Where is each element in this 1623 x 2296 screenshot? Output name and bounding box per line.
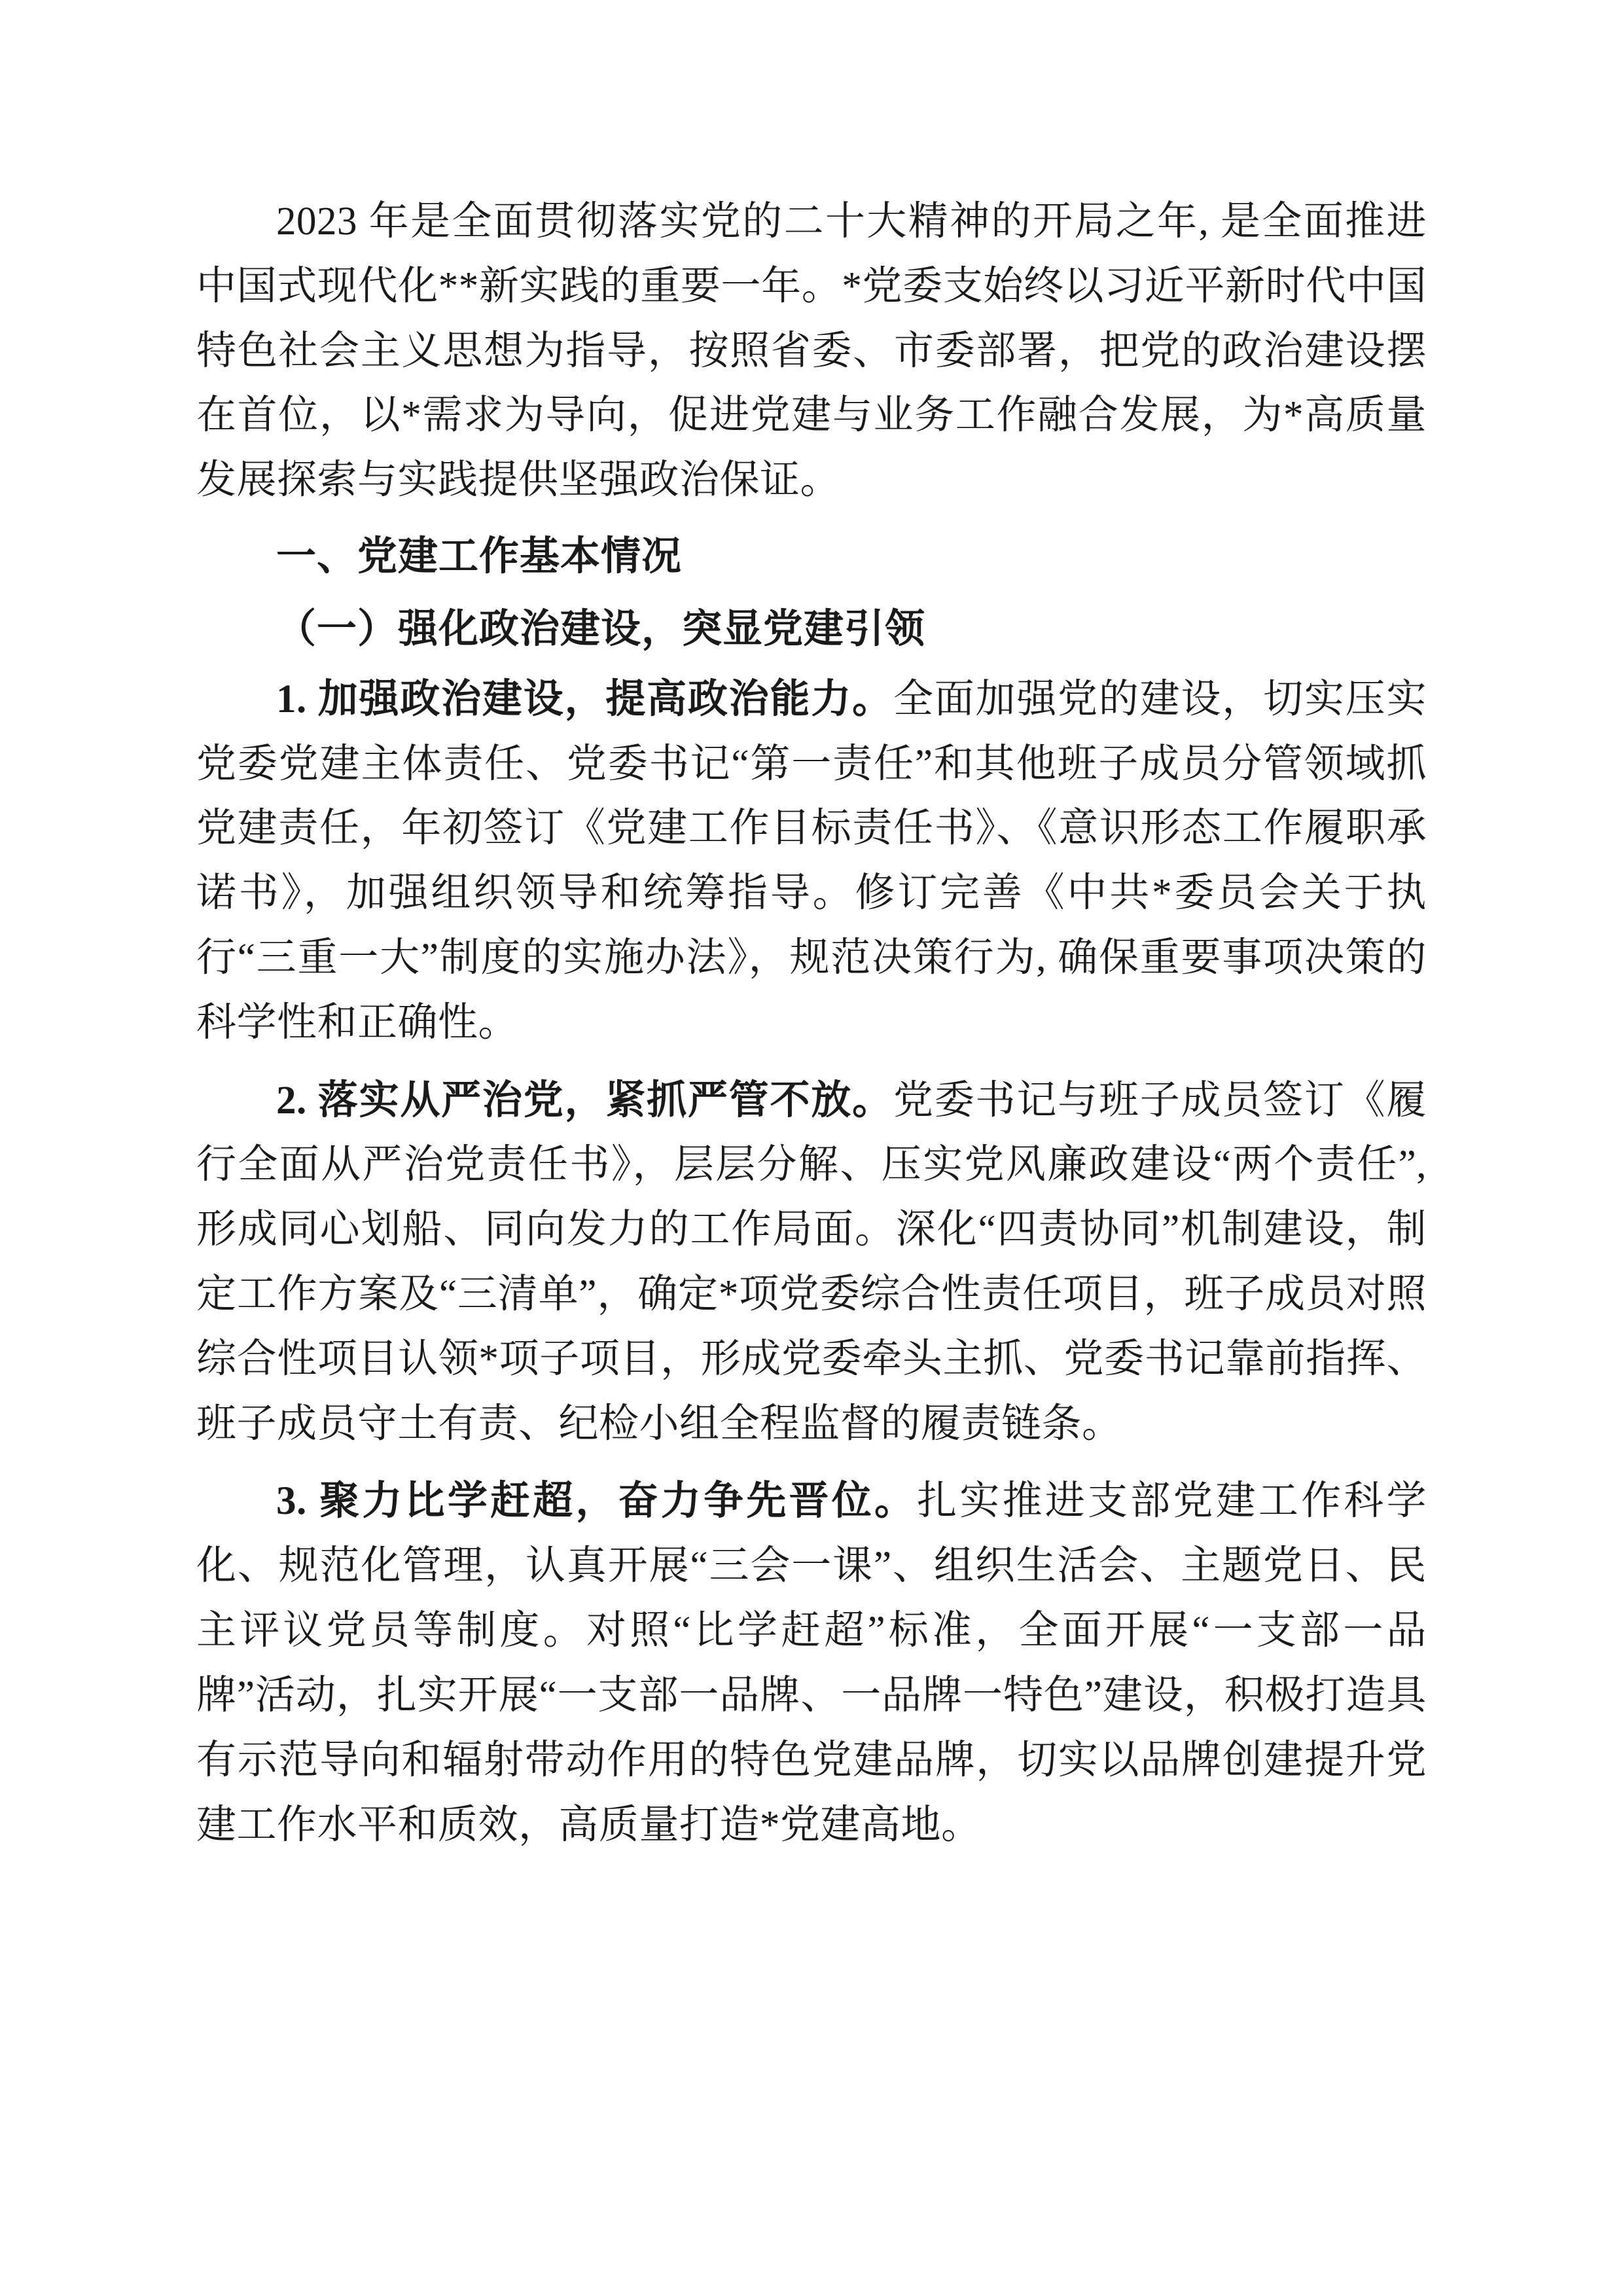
list-item-3-lead: 3. 聚力比学赶超，奋力争先晋位。 [276,1479,918,1524]
list-item-1-text: 全面加强党的建设，切实压实党委党建主体责任、党委书记“第一责任”和其他班子成员分管领域抓党建责任，年初签订《党建工作目标责任书》、《意识形态工作履职承诺书》，加强组织领导和统筹指导。修订完善《中共*委员会关于执行“三重一大”制度的实施办法》，规范决策行为, 确保重要事项决策的科学性和正确性。 [196,677,1427,1045]
subsection-heading-1-1: （一）强化政治建设，突显党建引领 [276,607,926,651]
paragraph-spacer [196,1060,1427,1069]
list-item-3-text: 扎实推进支部党建工作科学化、规范化管理，认真开展“三会一课”、组织生活会、主题党日、民主评议党员等制度。对照“比学赶超”标准，全面开展“一支部一品牌”活动，扎实开展“一支部一品牌、一品牌一特色”建设，积极打造具有示范导向和辐射带动作用的特色党建品牌，切实以品牌创建提升党建工作水平和质效，高质量打造*党建高地。 [196,1479,1427,1847]
list-item-2-lead: 2. 落实从严治党，紧抓严管不放。 [276,1078,893,1122]
list-item-3 [196,1469,1427,1857]
paragraph-spacer [196,1460,1427,1469]
paragraph-intro: 2023 年是全面贯彻落实党的二十大精神的开局之年, 是全面推进中国式现代化**新实践的重要一年。*党委支始终以习近平新时代中国特色社会主义思想为指导，按照省委、市委部署，把党的政治建设摆在首位，以*需求为导向，促进党建与业务工作融合发展，为*高质量发展探索与实践提供坚强政治保证。 [196,200,1427,503]
document-body [196,190,1427,1857]
list-item-1-lead: 1. 加强政治建设，提高政治能力。 [276,677,893,721]
list-item-2 [196,1069,1427,1457]
list-item-2-text: 党委书记与班子成员签订《履行全面从严治党责任书》，层层分解、压实党风廉政建设“两个责任”, 形成同心划船、同向发力的工作局面。深化“四责协同”机制建设，制定工作方案及“三清单”，确定*项党委综合性责任项目，班子成员对照综合性项目认领*项子项目，形成党委牵头主抓、党委书记靠前指挥、班子成员守土有责、纪检小组全程监督的履责链条。 [196,1078,1427,1446]
section-heading-1: 一、党建工作基本情况 [276,535,683,579]
list-item-1 [196,668,1427,1056]
